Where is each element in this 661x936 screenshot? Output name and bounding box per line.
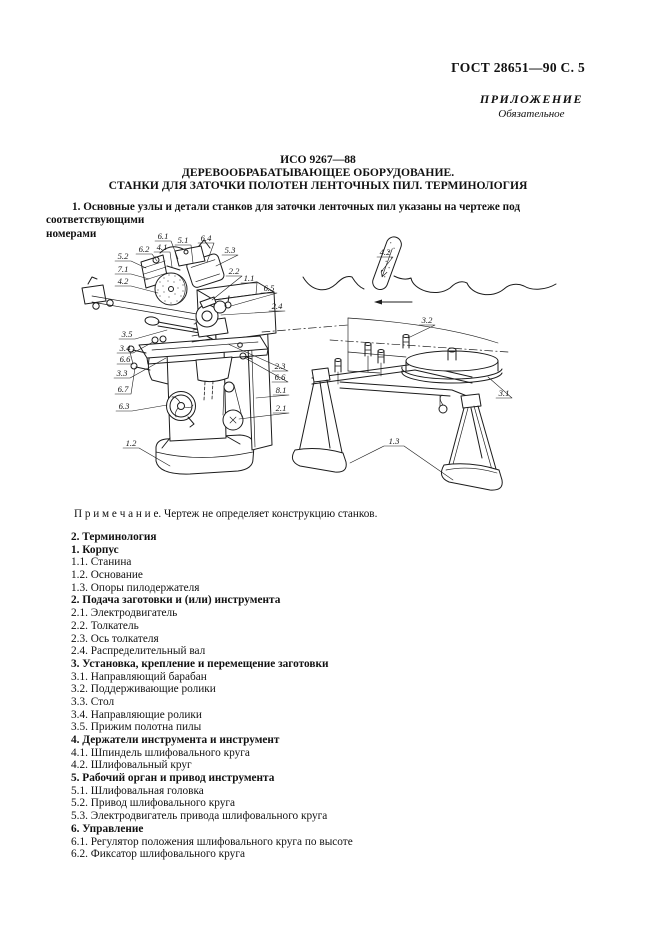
figure-callout: 2.3 xyxy=(274,361,286,371)
term-section-header: 6. Управление xyxy=(71,822,144,835)
figure-callout: 3.5 xyxy=(121,329,133,339)
feed-direction-arrow xyxy=(374,300,382,305)
term-item: 2.2. Толкатель xyxy=(71,619,139,632)
figure-callout: 4.2 xyxy=(379,247,391,257)
figure-callout: 6.3 xyxy=(118,401,130,411)
intro-line-2: номерами xyxy=(46,227,97,240)
appendix-title: ПРИЛОЖЕНИЕ xyxy=(479,92,583,106)
term-item: 3.5. Прижим полотна пилы xyxy=(71,721,202,734)
saw-holder-drawing xyxy=(262,318,508,490)
iso-number: ИСО 9267—88 xyxy=(280,153,356,166)
term-section-header: 3. Установка, крепление и перемещение заготовки xyxy=(71,657,329,670)
figure-callout: 1.1 xyxy=(243,273,255,283)
figure-callout: 3.4 xyxy=(119,343,131,353)
figure-callout: 4.1 xyxy=(156,242,168,252)
term-item: 1.1. Станина xyxy=(71,556,132,569)
figure-callout: 5.2 xyxy=(117,251,129,261)
figure-callout: 6.1 xyxy=(157,231,169,241)
figure-callout: 5.3 xyxy=(224,245,236,255)
term-section-header: 5. Рабочий орган и привод инструмента xyxy=(71,772,275,785)
figure-callout: 1.2 xyxy=(125,438,137,448)
figure-callout: 6.7 xyxy=(117,384,129,394)
grinding-wheel-edge xyxy=(371,235,404,292)
figure-callout: 4.2 xyxy=(117,276,129,286)
term-item: 3.4. Направляющие ролики xyxy=(71,708,202,721)
title-line-1: ДЕРЕВООБРАБАТЫВАЮЩЕЕ ОБОРУДОВАНИЕ. xyxy=(181,166,455,180)
term-item: 2.1. Электродвигатель xyxy=(71,607,178,620)
figure-callout: 3.3 xyxy=(116,368,128,378)
figure-callout: 6.6 xyxy=(119,354,131,364)
note-text: Чертеж не определяет конструкцию станков. xyxy=(161,508,378,520)
figure-callout: 1.3 xyxy=(388,436,400,446)
title-line-2: СТАНКИ ДЛЯ ЗАТОЧКИ ПОЛОТЕН ЛЕНТОЧНЫХ ПИЛ. ТЕРМИНОЛОГИЯ xyxy=(108,179,528,193)
term-item: 3.1. Направляющий барабан xyxy=(71,670,207,683)
term-item: 4.2. Шлифовальный круг xyxy=(71,759,192,772)
term-section-header: 1. Корпус xyxy=(71,543,119,556)
figure-callout: 7.1 xyxy=(117,264,129,274)
terminology-list xyxy=(71,531,353,861)
term-item: 5.3. Электродвигатель привода шлифовального круга xyxy=(71,810,328,823)
appendix-block xyxy=(480,92,583,120)
appendix-subtitle: Обязательное xyxy=(498,108,565,120)
figure-callout: 6.2 xyxy=(138,244,150,254)
term-item: 2.4. Распределительный вал xyxy=(71,645,206,658)
note-line xyxy=(74,508,377,520)
term-section-header: 2. Подача заготовки и (или) инструмента xyxy=(71,594,281,607)
figure-callout: 3.2 xyxy=(421,315,433,325)
term-item: 6.2. Фиксатор шлифовального круга xyxy=(71,848,245,861)
term-item: 1.2. Основание xyxy=(71,569,143,582)
term-item: 1.3. Опоры пилодержателя xyxy=(71,581,200,594)
term-item: 5.2. Привод шлифовального круга xyxy=(71,797,236,810)
saw-tooth-detail xyxy=(303,235,556,305)
figure-callout: 6.4 xyxy=(200,233,212,243)
figure-callout: 6.6 xyxy=(274,372,286,382)
figure-callout: 3.1 xyxy=(498,388,510,398)
figure-callout: 2.1 xyxy=(275,403,287,413)
figure-callout: 2.2 xyxy=(228,266,240,276)
term-item: 5.1. Шлифовальная головка xyxy=(71,784,204,797)
figure-callout: 2.4 xyxy=(271,301,283,311)
term-item: 3.2. Поддерживающие ролики xyxy=(71,683,216,696)
term-section-header: 2. Терминология xyxy=(71,531,157,543)
figure-callout: 5.1 xyxy=(177,235,189,245)
term-item: 4.1. Шпиндель шлифовального круга xyxy=(71,746,250,759)
term-item: 3.3. Стол xyxy=(71,695,115,708)
term-item: 6.1. Регулятор положения шлифовального круга по высоте xyxy=(71,835,353,848)
standard-title xyxy=(30,153,606,193)
term-item: 2.3. Ось толкателя xyxy=(71,632,159,645)
machine-figure xyxy=(0,224,661,504)
figure-callout: 6.5 xyxy=(263,283,275,293)
figure-callout: 8.1 xyxy=(275,385,287,395)
intro-line-1: 1. Основные узлы и детали станков для заточки ленточных пил указаны на чертеже под соответствующими xyxy=(46,201,520,227)
note-label: П р и м е ч а н и е. xyxy=(74,508,162,520)
term-section-header: 4. Держатели инструмента и инструмент xyxy=(71,734,280,746)
page-header: ГОСТ 28651—90 С. 5 xyxy=(451,60,585,75)
